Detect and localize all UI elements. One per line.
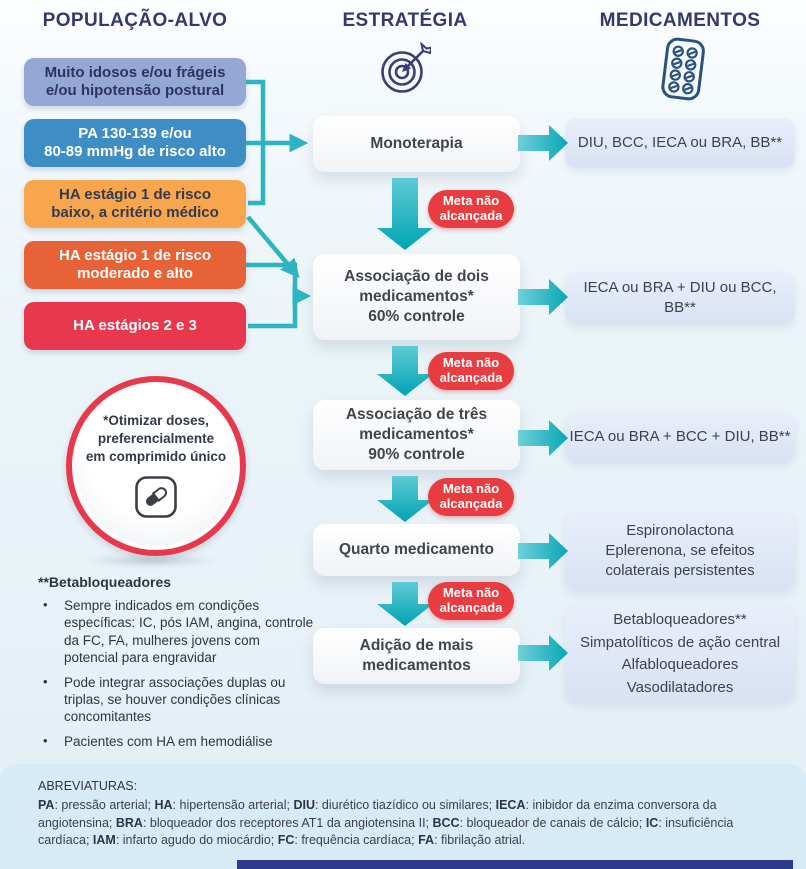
badge-line: alcançada xyxy=(439,369,503,385)
abbreviations-text xyxy=(38,797,776,850)
right-arrow xyxy=(518,279,568,315)
strategy-box-more-drugs xyxy=(313,628,520,684)
population-box-line: Muito idosos e/ou frágeis xyxy=(44,63,226,81)
medication-box-line: Alfabloqueadores xyxy=(621,656,739,673)
goal-not-reached-badge xyxy=(428,190,514,228)
footnote-bullet xyxy=(38,674,316,726)
down-arrow xyxy=(377,476,433,522)
medication-box-line: Simpatolíticos de ação central xyxy=(579,633,781,651)
medication-box-fourth-drug xyxy=(565,512,795,590)
medication-box-line: Eplerenona, se efeitos xyxy=(605,541,755,559)
abbr-desc: : hipertensão arterial; xyxy=(172,798,294,812)
medication-box-monotherapy xyxy=(565,118,795,168)
bullet-marker: • xyxy=(43,673,48,689)
down-arrow xyxy=(377,178,433,250)
abbr-desc: : frequência cardíaca; xyxy=(294,833,419,847)
strategy-box-line: medicamentos* xyxy=(359,425,474,443)
abbr-key: FA xyxy=(418,833,435,847)
optimize-dose-circle-note xyxy=(66,376,246,556)
population-box-stage2-3 xyxy=(24,302,246,350)
population-box-line: moderado e alto xyxy=(77,265,193,282)
bullet-marker: • xyxy=(43,597,48,612)
medication-box-line: DIU, BCC, IECA ou BRA, BB** xyxy=(577,133,783,151)
abbr-desc: : inibidor da enzima conversora da angiotensina; xyxy=(38,798,717,830)
connector-box4-box5-bracket xyxy=(246,265,295,326)
population-box-elderly-fragile xyxy=(24,58,246,106)
abbr-desc: : insuficiência cardíaca; xyxy=(38,815,734,847)
strategy-box-line: Quarto medicamento xyxy=(338,540,495,558)
badge-line: Meta não xyxy=(442,481,500,496)
strategy-box-line: Associação de dois xyxy=(344,267,489,285)
medication-box-two-drugs xyxy=(565,272,795,324)
connector-box3-dual-therapy xyxy=(248,217,291,268)
badge-line: Meta não xyxy=(442,585,500,600)
bullet-marker: • xyxy=(43,732,48,748)
abbr-desc: : fibrilação atrial. xyxy=(434,833,526,847)
abbr-key: IAM xyxy=(92,833,116,847)
population-box-line: baixo, a critério médico xyxy=(51,204,219,221)
target-dart-icon xyxy=(379,42,431,96)
medication-box-line: Vasodilatadores xyxy=(626,678,734,696)
strategy-box-line: medicamentos* xyxy=(359,287,474,305)
strategy-box-line: Adição de mais xyxy=(359,636,474,654)
abbreviations-panel xyxy=(0,764,806,869)
badge-line: Meta não xyxy=(442,193,500,208)
abbr-key: PA xyxy=(38,798,55,812)
population-box-stage1-low-risk xyxy=(24,180,246,228)
down-arrow xyxy=(377,582,433,626)
footnote-bullet-text: Sempre indicados em condições específicas: IC, pós IAM, angina, controle da FC, FA, mulheres jovens com potencial para engravidar xyxy=(64,598,314,666)
column-title-population: POPULAÇÃO-ALVO xyxy=(42,10,228,31)
right-arrow xyxy=(518,125,568,161)
goal-not-reached-badge xyxy=(428,352,514,390)
badge-line: Meta não xyxy=(442,355,500,370)
abbr-desc: : bloqueador dos receptores AT1 da angiotensina II; xyxy=(142,815,433,830)
medication-box-line: BB** xyxy=(664,299,696,316)
column-title-medications: MEDICAMENTOS xyxy=(599,10,761,31)
abbr-key: BCC xyxy=(432,815,460,830)
right-arrow xyxy=(518,635,568,671)
right-arrow xyxy=(518,533,568,569)
capsule-icon xyxy=(133,474,179,520)
population-box-line: HA estágios 2 e 3 xyxy=(73,316,197,334)
dose-note-line: preferencialmente xyxy=(97,431,215,447)
abbr-key: IECA xyxy=(495,798,526,812)
goal-not-reached-badge xyxy=(428,582,514,620)
pill-blister-icon xyxy=(659,36,707,104)
down-arrow xyxy=(377,346,433,396)
population-box-line: 80-89 mmHg de risco alto xyxy=(44,143,226,160)
right-arrow xyxy=(518,420,568,456)
population-box-pa-130-139 xyxy=(24,119,246,167)
population-box-line: HA estágio 1 de risco xyxy=(59,185,211,203)
circle-drop-shadow xyxy=(84,554,216,567)
strategy-box-line: Monoterapia xyxy=(370,134,463,152)
betablocker-footnote xyxy=(38,574,316,757)
population-box-line: HA estágio 1 de risco xyxy=(59,246,211,264)
strategy-box-line: medicamentos xyxy=(362,657,471,674)
medication-box-three-drugs xyxy=(565,412,795,462)
dose-note-line: *Otimizar doses, xyxy=(103,413,209,429)
strategy-box-monotherapy xyxy=(313,116,520,172)
strategy-box-line: 60% controle xyxy=(368,308,465,326)
abbr-key: HA xyxy=(154,798,173,812)
medication-box-line: Betabloqueadores** xyxy=(613,611,747,628)
medication-box-more-drugs xyxy=(565,606,795,702)
dose-note-line: em comprimido único xyxy=(85,448,227,464)
population-box-line: PA 130-139 e/ou xyxy=(78,124,192,142)
abbr-desc: : infarto agudo do miocárdio; xyxy=(115,833,278,847)
abbr-key: FC xyxy=(277,833,295,847)
population-box-line: e/ou hipotensão postural xyxy=(45,82,225,99)
medication-box-line: Espironolactona xyxy=(626,521,734,539)
medication-box-line: IECA ou BRA + BCC + DIU, BB** xyxy=(569,427,791,445)
abbr-desc: : pressão arterial; xyxy=(54,798,155,812)
bottom-accent-bar xyxy=(237,860,793,869)
abbr-desc: : bloqueador de canais de cálcio; xyxy=(459,815,646,830)
strategy-box-line: Associação de três xyxy=(345,405,488,423)
medication-box-line: colaterais persistentes xyxy=(605,562,755,580)
abbr-key: IC xyxy=(645,815,659,830)
footnote-bullet-text: Pacientes com HA em hemodiálise xyxy=(64,733,273,749)
badge-line: alcançada xyxy=(439,207,503,223)
badge-line: alcançada xyxy=(439,599,503,615)
strategy-box-line: 90% controle xyxy=(368,446,465,464)
abbr-key: DIU xyxy=(293,798,315,812)
strategy-box-two-drugs xyxy=(313,254,520,340)
footnote-bullet xyxy=(38,597,316,667)
medication-box-line: IECA ou BRA + DIU ou BCC, xyxy=(583,278,777,296)
connector-box1-box3 xyxy=(246,82,263,203)
footnote-bullet xyxy=(38,733,316,750)
population-box-stage1-mod-high-risk xyxy=(24,241,246,289)
footnote-title: **Betabloqueadores xyxy=(38,574,172,590)
abbr-desc: : diurético tiazídico ou similares; xyxy=(314,798,496,812)
abbreviations-title: ABREVIATURAS: xyxy=(38,779,138,793)
column-title-strategy: ESTRATÉGIA xyxy=(342,10,468,31)
goal-not-reached-badge xyxy=(428,478,514,516)
strategy-box-three-drugs xyxy=(313,400,520,470)
strategy-box-fourth-drug xyxy=(313,524,520,576)
footnote-bullet-text: Pode integrar associações duplas ou triplas, se houver condições clínicas concomitantes xyxy=(64,674,286,725)
badge-line: alcançada xyxy=(439,495,503,511)
abbr-key: BRA xyxy=(115,815,143,830)
